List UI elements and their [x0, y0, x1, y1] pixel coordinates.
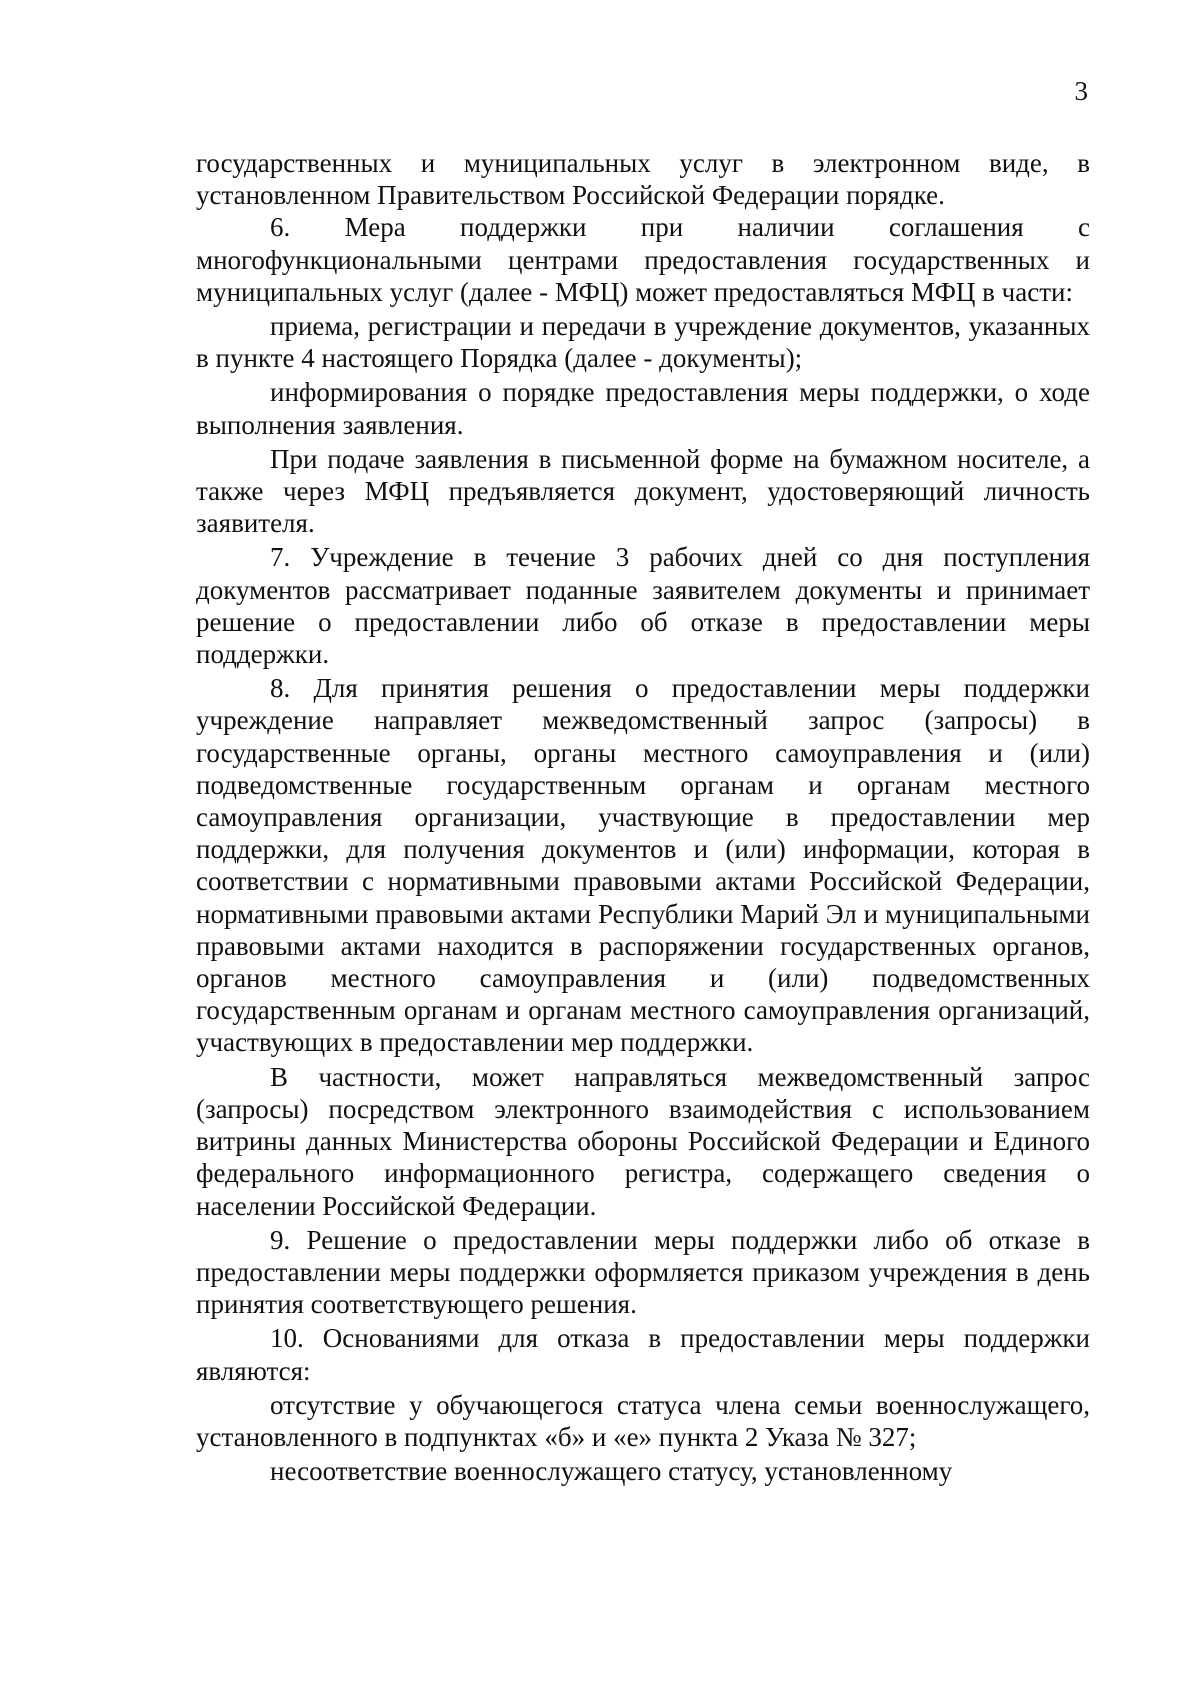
paragraph-item-9: 9. Решение о предоставлении меры поддержки либо об отказе в предоставлении меры поддержки оформляется приказом учреждения в день принятия соответствующего решения.: [196, 1224, 1090, 1320]
paragraph-informing: информирования о порядке предоставления меры поддержки, о ходе выполнения заявления.: [196, 377, 1090, 440]
document-body: [196, 147, 1090, 1487]
paragraph-continuation: государственных и муниципальных услуг в электронном виде, в установленном Правительством Российской Федерации порядке.: [196, 148, 1090, 211]
paragraph-item-10: 10. Основаниями для отказа в предоставлении меры поддержки являются:: [196, 1323, 1090, 1386]
paragraph-reception-documents: приема, регистрации и передачи в учреждение документов, указанных в пункте 4 настоящего Порядка (далее - документы);: [196, 311, 1090, 374]
paragraph-item-8: 8. Для принятия решения о предоставлении меры поддержки учреждение направляет межведомственный запрос (запросы) в государственные органы, органы местного самоуправления и (или) подведомственные государственным органам и органам местного самоуправления организации, участвующие в предоставлении мер поддержки, для получения документов и (или) информации, которая в соответствии с нормативными правовыми актами Российской Федерации, нормативными правовыми актами Республики Марий Эл и муниципальными правовыми актами находится в распоряжении государственных органов, органов местного самоуправления и (или) подведомственных государственным органам и органам местного самоуправления организаций, участвующих в предоставлении мер поддержки.: [196, 673, 1090, 1058]
paragraph-refusal-ground-mismatch: несоответствие военнослужащего статусу, установленному: [270, 1456, 953, 1487]
paragraph-item-7: 7. Учреждение в течение 3 рабочих дней со дня поступления документов рассматривает поданные заявителем документы и принимает решение о предоставлении либо об отказе в предоставлении меры поддержки.: [196, 542, 1090, 670]
paragraph-item-6: 6. Мера поддержки при наличии соглашения с многофункциональными центрами предоставления государственных и муниципальных услуг (далее - МФЦ) может предоставляться МФЦ в части:: [196, 212, 1090, 307]
page-number: 3: [1074, 76, 1088, 106]
paragraph-interagency-request: В частности, может направляться межведомственный запрос (запросы) посредством электронного взаимодействия с использованием витрины данных Министерства обороны Российской Федерации и Единого федерального информационного регистра, содержащего сведения о населении Российской Федерации.: [196, 1061, 1090, 1221]
paragraph-identity-document: При подаче заявления в письменной форме на бумажном носителе, а также через МФЦ предъявляется документ, удостоверяющий личность заявителя.: [196, 443, 1090, 539]
paragraph-refusal-ground-status: отсутствие у обучающегося статуса члена семьи военнослужащего, установленного в подпунктах «б» и «е» пункта 2 Указа № 327;: [196, 1389, 1090, 1452]
